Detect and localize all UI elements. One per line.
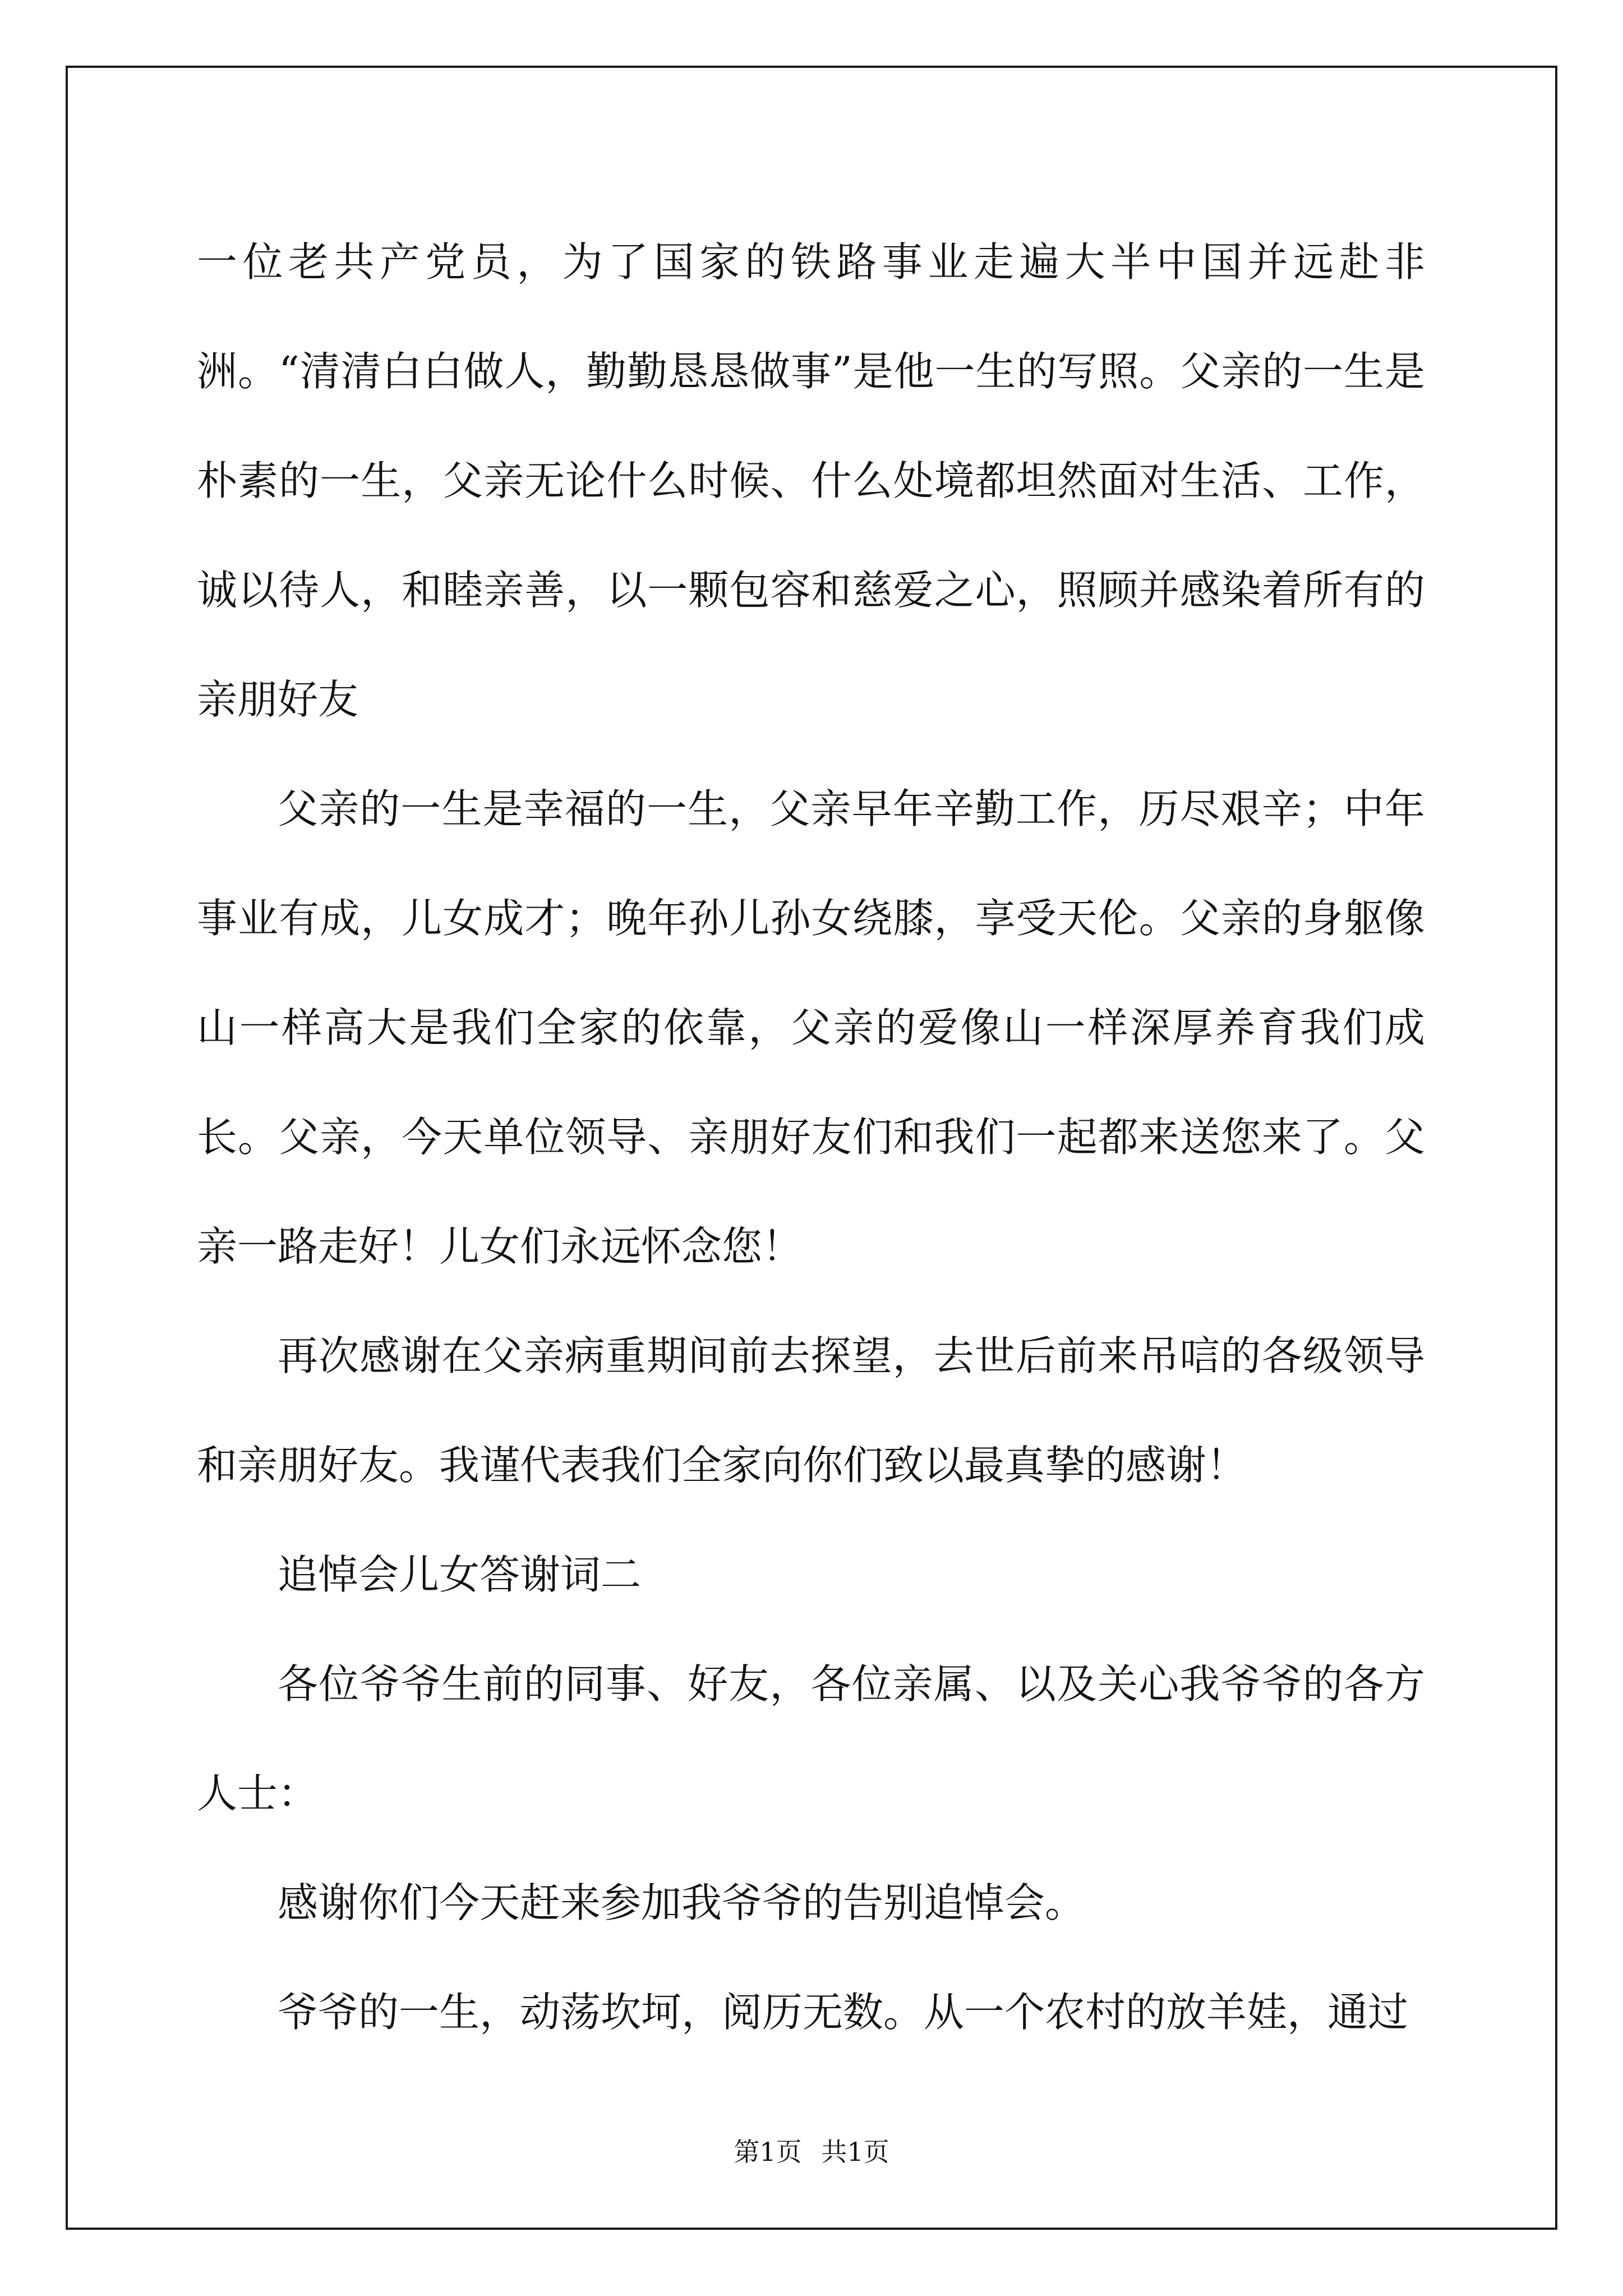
page-footer bbox=[0, 2132, 1623, 2169]
paragraph-salutation: 各位爷爷生前的同事、好友，各位亲属、以及关心我爷爷的各方人士： bbox=[197, 1660, 1425, 1817]
section-heading: 追悼会儿女答谢词二 bbox=[278, 1551, 642, 1598]
paragraph-2: 父亲的一生是幸福的一生，父亲早年辛勤工作，历尽艰辛；中年事业有成，儿女成才；晚年孙儿孙女绕膝，享受天伦。父亲的身躯像山一样高大是我们全家的依靠，父亲的爱像山一样深厚养育我们成长。父亲，今天单位领导、亲朋好友们和我们一起都来送您来了。父亲一路走好！儿女们永远怀念您！ bbox=[197, 785, 1425, 1270]
paragraph-3: 再次感谢在父亲病重期间前去探望，去世后前来吊唁的各级领导和亲朋好友。我谨代表我们全家向你们致以最真挚的感谢！ bbox=[197, 1332, 1425, 1489]
paragraph-thanks: 感谢你们今天赶来参加我爷爷的告别追悼会。 bbox=[278, 1879, 1086, 1926]
page-number: 第1页 bbox=[734, 2137, 802, 2167]
page-total: 共1页 bbox=[821, 2137, 889, 2167]
paragraph-life: 爷爷的一生，动荡坎坷，阅历无数。从一个农村的放羊娃，通过 bbox=[278, 1989, 1409, 2036]
document-body bbox=[197, 208, 1425, 2067]
paragraph-1: 一位老共产党员，为了国家的铁路事业走遍大半中国并远赴非洲。“清清白白做人，勤勤恳恳做事”是他一生的写照。父亲的一生是朴素的一生，父亲无论什么时候、什么处境都坦然面对生活、工作，诚以待人，和睦亲善，以一颗包容和慈爱之心，照顾并感染着所有的亲朋好友 bbox=[197, 238, 1425, 723]
